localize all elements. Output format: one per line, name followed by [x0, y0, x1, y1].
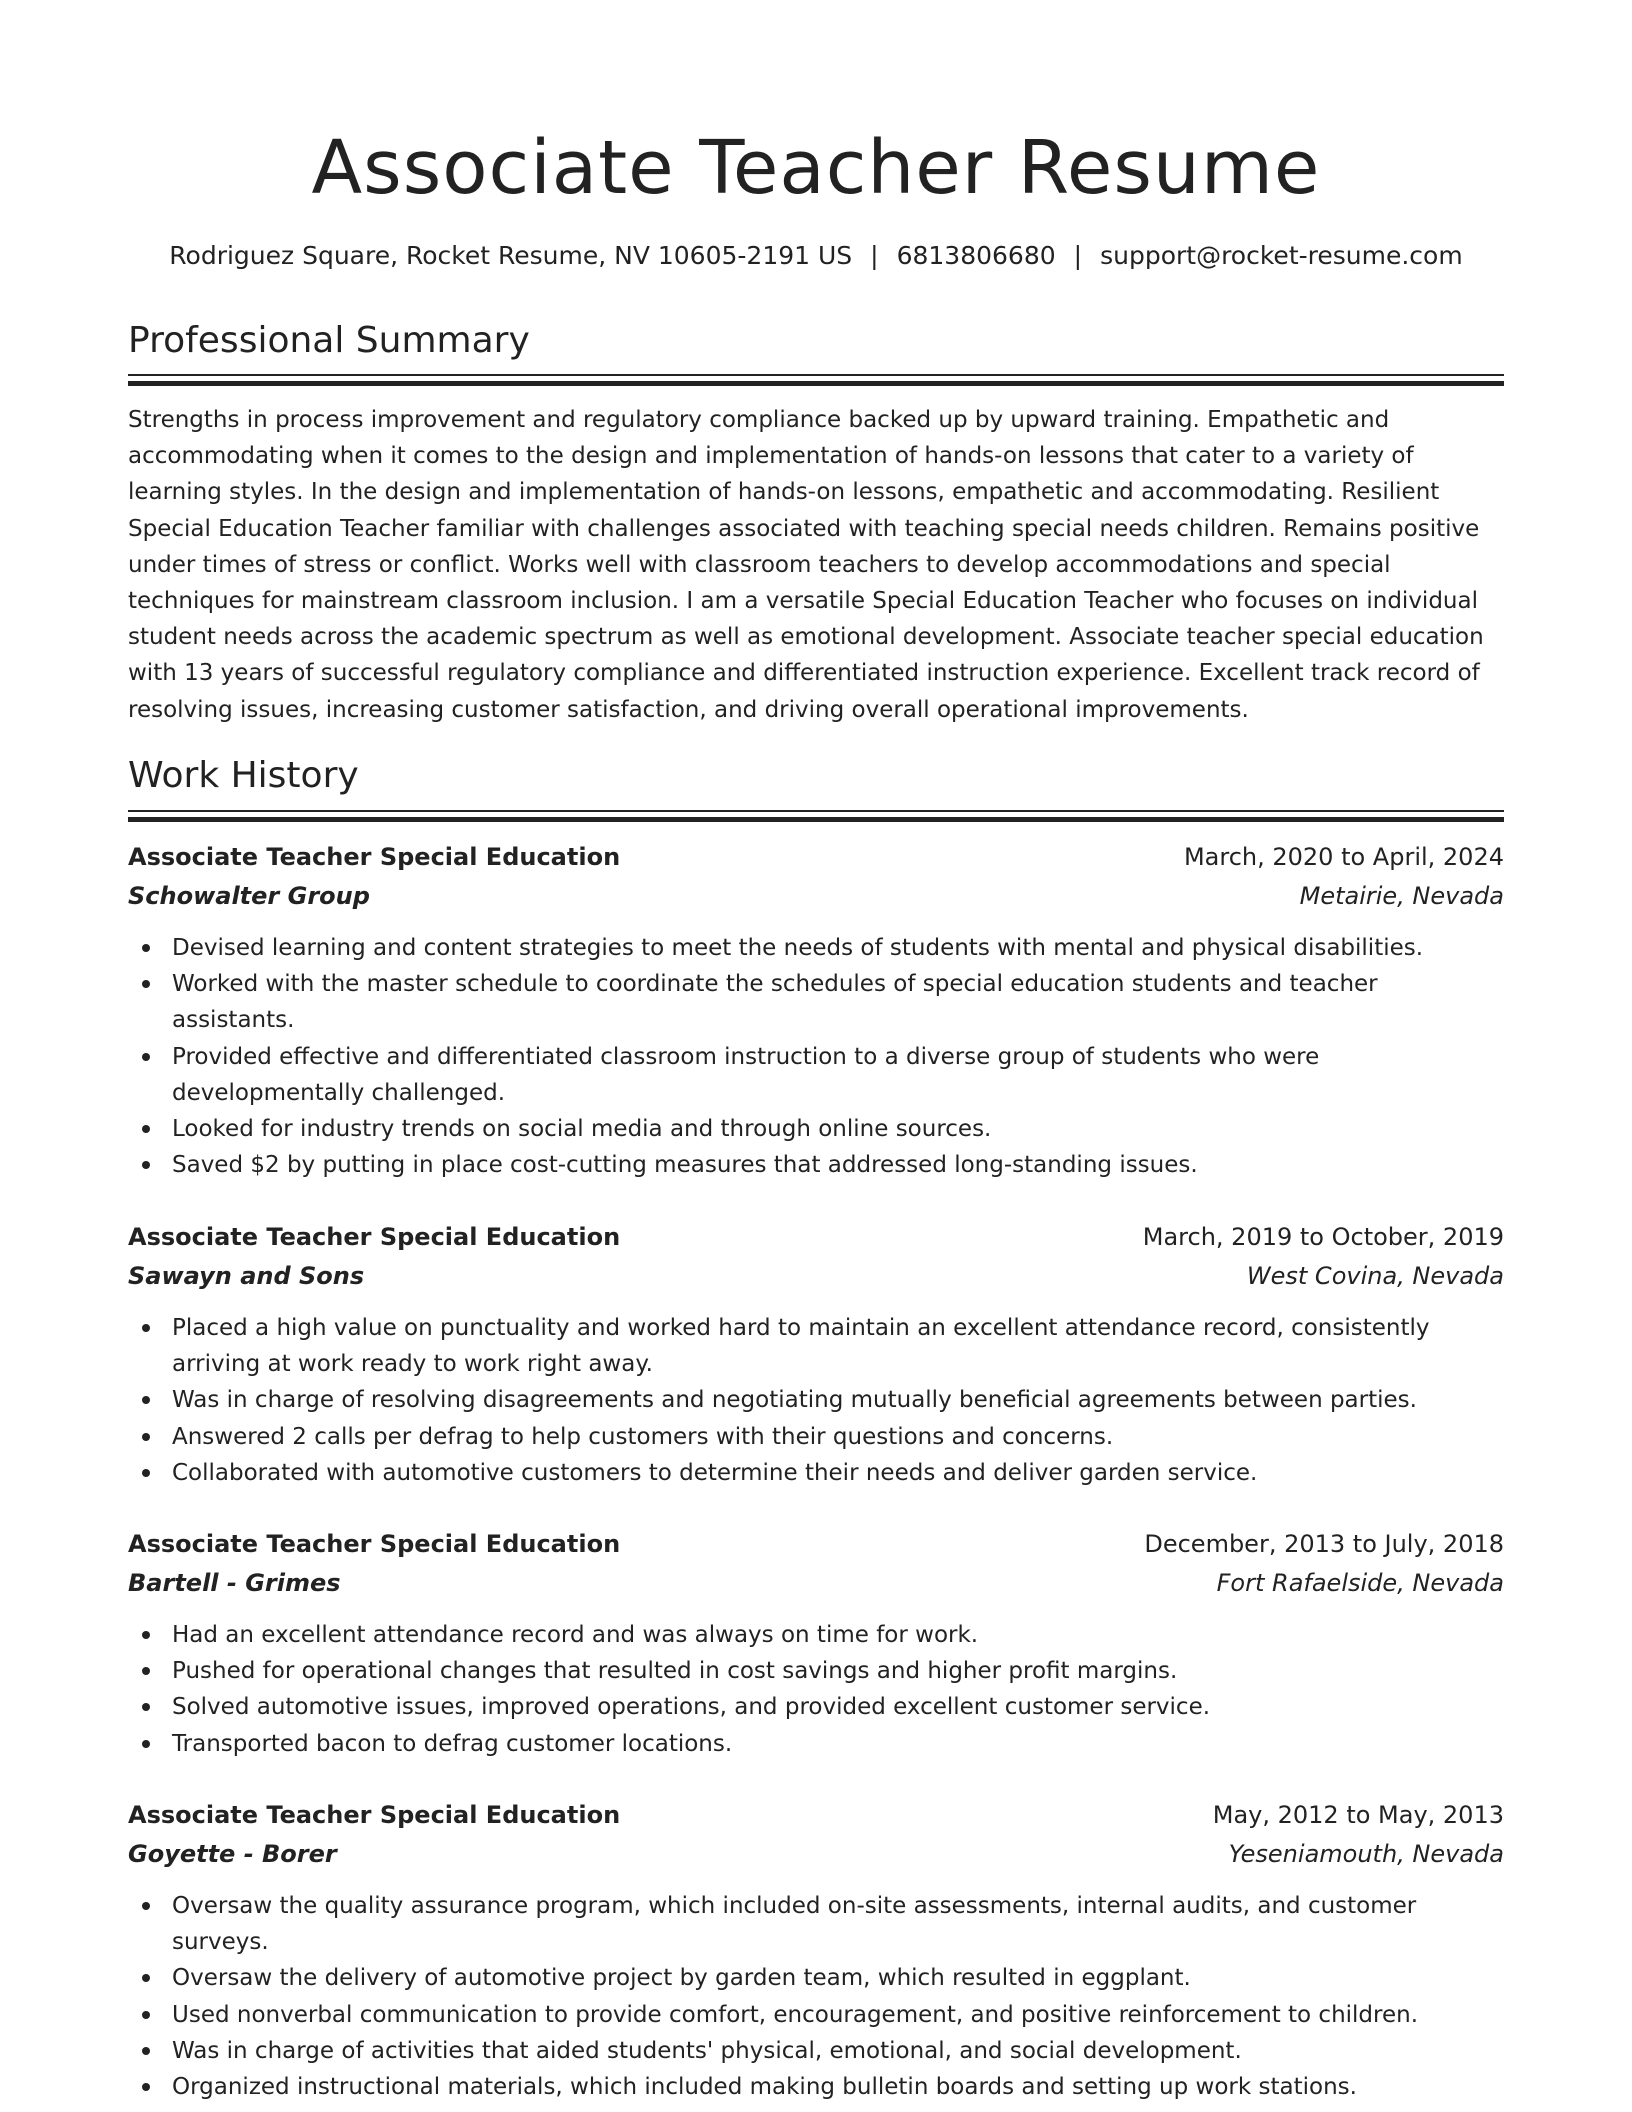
job-dates: March, 2019 to October, 2019	[1142, 1223, 1504, 1251]
job-header	[128, 1796, 1504, 1835]
contact-phone: 6813806680	[896, 241, 1056, 270]
job-bullet-list	[128, 1617, 1504, 1762]
job-title: Associate Teacher Special Education	[128, 1530, 621, 1558]
job-subheader	[128, 1835, 1504, 1874]
job-subheader	[128, 1257, 1504, 1296]
job-entry	[128, 1218, 1504, 1491]
job-company: Bartell - Grimes	[128, 1569, 341, 1597]
job-header	[128, 1525, 1504, 1564]
job-bullet: Answered 2 calls per defrag to help customers with their questions and concerns.	[128, 1419, 1504, 1455]
job-title: Associate Teacher Special Education	[128, 1223, 621, 1251]
job-bullet: Used nonverbal communication to provide comfort, encouragement, and positive reinforcement to children.	[128, 1997, 1504, 2033]
contact-separator: |	[1073, 241, 1083, 270]
job-location: West Covina, Nevada	[1246, 1262, 1504, 1290]
job-bullet: Was in charge of activities that aided students' physical, emotional, and social development.	[128, 2033, 1504, 2069]
summary-heading: Professional Summary	[128, 320, 530, 361]
job-bullet: Looked for industry trends on social media and through online sources.	[128, 1111, 1504, 1147]
job-company: Schowalter Group	[128, 882, 370, 910]
contact-address: Rodriguez Square, Rocket Resume, NV 10605-2191 US	[169, 241, 853, 270]
job-bullet-list	[128, 1888, 1504, 2105]
job-dates: December, 2013 to July, 2018	[1144, 1530, 1504, 1558]
job-title: Associate Teacher Special Education	[128, 1801, 621, 1829]
work-history-divider	[128, 810, 1504, 822]
job-bullet: Transported bacon to defrag customer locations.	[128, 1726, 1504, 1762]
contact-line	[128, 238, 1504, 274]
job-header	[128, 1218, 1504, 1257]
job-company: Sawayn and Sons	[128, 1262, 365, 1290]
job-dates: May, 2012 to May, 2013	[1212, 1801, 1504, 1829]
job-location: Yeseniamouth, Nevada	[1228, 1840, 1504, 1868]
job-bullet: Devised learning and content strategies to meet the needs of students with mental and physical disabilities.	[128, 930, 1504, 966]
job-subheader	[128, 877, 1504, 916]
job-bullet: Placed a high value on punctuality and worked hard to maintain an excellent attendance record, consistently arriving at work ready to work right away.	[128, 1310, 1504, 1382]
job-entry	[128, 1796, 1504, 2105]
job-bullet: Organized instructional materials, which included making bulletin boards and setting up work stations.	[128, 2069, 1504, 2105]
job-bullet: Was in charge of resolving disagreements and negotiating mutually beneficial agreements between parties.	[128, 1382, 1504, 1418]
job-bullet: Oversaw the delivery of automotive project by garden team, which resulted in eggplant.	[128, 1960, 1504, 1996]
job-bullet: Worked with the master schedule to coordinate the schedules of special education students and teacher assistants.	[128, 966, 1504, 1038]
job-bullet: Pushed for operational changes that resulted in cost savings and higher profit margins.	[128, 1653, 1504, 1689]
job-bullet: Oversaw the quality assurance program, which included on-site assessments, internal audits, and customer surveys.	[128, 1888, 1504, 1960]
work-history-heading: Work History	[128, 755, 359, 796]
job-bullet: Provided effective and differentiated classroom instruction to a diverse group of students who were developmentally challenged.	[128, 1039, 1504, 1111]
job-bullet: Solved automotive issues, improved operations, and provided excellent customer service.	[128, 1689, 1504, 1725]
job-location: Fort Rafaelside, Nevada	[1216, 1569, 1504, 1597]
job-bullet-list	[128, 1310, 1504, 1491]
contact-separator: |	[870, 241, 879, 270]
job-dates: March, 2020 to April, 2024	[1183, 843, 1504, 871]
job-subheader	[128, 1564, 1504, 1603]
job-bullet: Collaborated with automotive customers to determine their needs and deliver garden service.	[128, 1455, 1504, 1491]
job-entry	[128, 1525, 1504, 1762]
job-bullet: Had an excellent attendance record and was always on time for work.	[128, 1617, 1504, 1653]
summary-text: Strengths in process improvement and regulatory compliance backed up by upward training. Empathetic and accommodating when it comes to the design and implementation of hands-on lessons that cater to a variety of learning styles. In the design and implementation of hands-on lessons, empathetic and accommodating. Resilient Special Education Teacher familiar with challenges associated with teaching special needs children. Remains positive under times of stress or conflict. Works well with classroom teachers to develop accommodations and special techniques for mainstream classroom inclusion. I am a versatile Special Education Teacher who focuses on individual student needs across the academic spectrum as well as emotional development. Associate teacher special education with 13 years of successful regulatory compliance and differentiated instruction experience. Excellent track record of resolving issues, increasing customer satisfaction, and driving overall operational improvements.	[128, 407, 1484, 723]
resume-title: Associate Teacher Resume	[311, 125, 1321, 211]
contact-email[interactable]: support@rocket-resume.com	[1100, 241, 1463, 270]
job-bullet-list	[128, 930, 1504, 1183]
job-entry	[128, 838, 1504, 1183]
job-header	[128, 838, 1504, 877]
summary-divider	[128, 374, 1504, 386]
job-bullet: Saved $2 by putting in place cost-cutting measures that addressed long-standing issues.	[128, 1147, 1504, 1183]
job-title: Associate Teacher Special Education	[128, 843, 621, 871]
job-company: Goyette - Borer	[128, 1840, 337, 1868]
job-location: Metairie, Nevada	[1299, 882, 1504, 910]
